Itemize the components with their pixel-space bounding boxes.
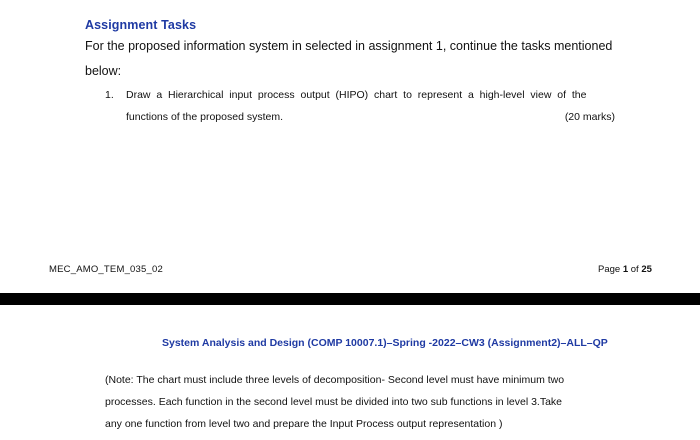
document-page-2 xyxy=(0,305,700,440)
task-number: 1. xyxy=(105,89,114,101)
task-line-2-text: functions of the proposed system. xyxy=(126,111,284,123)
intro-line-2: below: xyxy=(85,64,122,78)
note-line-3: any one function from level two and prepare the Input Process output representation ) xyxy=(105,418,503,430)
page-prefix: Page xyxy=(598,264,623,275)
course-title: System Analysis and Design (COMP 10007.1)–Spring -2022–CW3 (Assignment2)–ALL–QP xyxy=(162,337,608,349)
task-line-1 xyxy=(126,88,615,102)
intro-line-1: For the proposed information system in selected in assignment 1, continue the tasks mentioned xyxy=(85,39,613,53)
page-mid: of xyxy=(628,264,642,275)
section-heading: Assignment Tasks xyxy=(85,18,197,32)
page-current: 1 xyxy=(622,264,629,275)
footer-page-number xyxy=(598,264,652,275)
task-line-2 xyxy=(126,110,615,124)
page-total: 25 xyxy=(641,264,652,275)
task-marks: (20 marks) xyxy=(564,111,615,123)
task-line-1-text: Draw a Hierarchical input process output (HIPO) chart to represent a high-level view of the xyxy=(126,89,587,101)
note-line-1: (Note: The chart must include three levels of decomposition- Second level must have minimum two xyxy=(105,374,565,386)
note-line-2: processes. Each function in the second level must be divided into two sub functions in level 3.Take xyxy=(105,396,563,408)
page-divider xyxy=(0,293,700,305)
footer-document-code: MEC_AMO_TEM_035_02 xyxy=(49,264,163,275)
